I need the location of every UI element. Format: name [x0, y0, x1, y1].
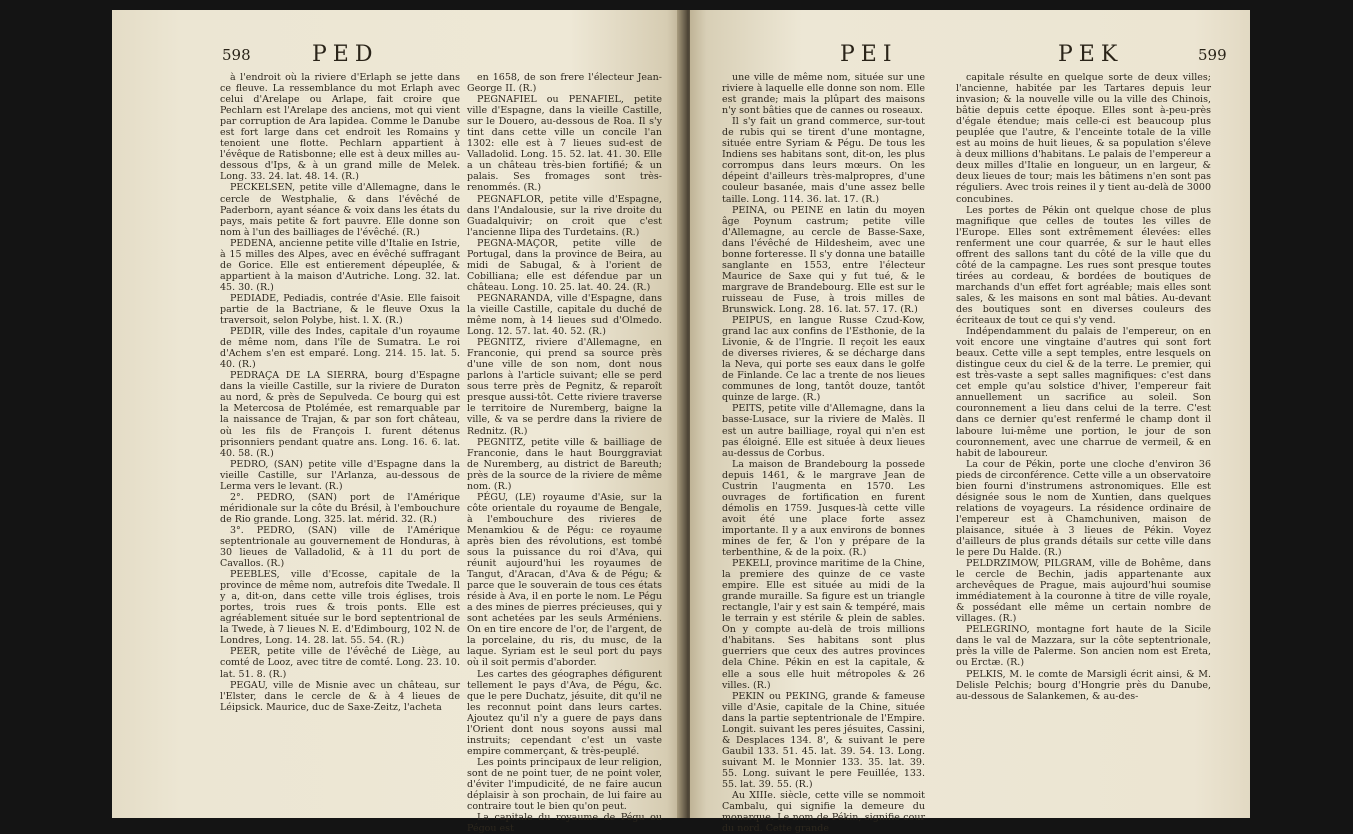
running-head-right: PEK [1058, 42, 1124, 67]
entry-paragraph: PEINA, ou PEINE en latin du moyen âge Poynum castrum; petite ville d'Allemagne, au cercle de Basse-Saxe, dans l'évêché de Hildesheim, avec une bonne forteresse. Il s'y donna une bataille sanglante en 1553, entre l'électeur Maurice de Saxe qui y fut tué, & le margrave de Brandebourg. Elle est sur le ruisseau de Fuse, à trois milles de Brunswick. Long. 28. 16. lat. 57. 17. (R.) [722, 204, 925, 315]
right-page [690, 10, 1250, 834]
entry-paragraph: La cour de Pékin, porte une cloche d'environ 36 pieds de circonférence. Cette ville a un observatoire bien fourni d'instrumens astronomiques. Elle est désignée sous le nom de Xuntien, dans quelques relations de voyageurs. La résidence ordinaire de l'empereur est à Chamchuniven, maison de plaisance, située à 3 lieues de Pékin. Voyez d'ailleurs de plus grands détails sur cette ville dans le pere Du Halde. (R.) [956, 458, 1211, 559]
entry-paragraph: PEDRO, (SAN) petite ville d'Espagne dans la vieille Castille, sur l'Arlanza, au-dessous de Lerma vers le levant. (R.) [220, 458, 460, 492]
entry-paragraph: PEKIN ou PEKING, grande & fameuse ville d'Asie, capitale de la Chine, située dans la partie septentrionale de l'Empire. Longit. suivant les peres jésuites, Cassini, & Desplaces 134. 8', & suivant le pere Gaubil 133. 51. 45. lat. 39. 54. 13. Long. suivant M. le Monnier 133. 35. lat. 39. 55. Long. suivant le pere Feuillée, 133. 55. lat. 39. 55. (R.) [722, 690, 925, 790]
entry-paragraph: Il s'y fait un grand commerce, sur-tout de rubis qui se tirent d'une montagne, située entre Syriam & Pégu. De tous les Indiens ses habitans sont, dit-on, les plus corrompus dans leurs mœurs. On les dépeint d'ailleurs très-malpropres, d'une couleur basanée, mais d'une assez belle taille. Long. 114. 36. lat. 17. (R.) [722, 116, 925, 205]
entry-paragraph: capitale résulte en quelque sorte de deux villes; l'ancienne, habitée par les Tartares depuis leur invasion; & la nouvelle ville ou la ville des Chinois, bâtie depuis cette époque. Elles sont à-peu-près d'égale étendue; mais celle-ci est beaucoup plus peuplée que l'autre, & l'enceinte totale de la ville est au moins de huit lieues, & sa population s'éleve à deux millions d'habitans. Le palais de l'empereur a deux milles d'Italie en longueur, un en largeur, & deux lieues de tour; mais les bâtimens n'en sont pas réguliers. Avec trois reines il y tient au-delà de 3000 concubines. [956, 72, 1211, 205]
entry-paragraph: PEGNAFLOR, petite ville d'Espagne, dans l'Andalousie, sur la rive droite du Guadalquivir; on croit que c'est l'ancienne Ilipa des Turdetains. (R.) [467, 193, 662, 238]
entry-paragraph: Les points principaux de leur religion, sont de ne point tuer, de ne point voler, d'éviter l'impudicité, de ne faire aucun déplaisir à son prochain, de lui faire au contraire tout le bien qu'on peut. [467, 756, 662, 813]
entry-paragraph: 3°. PEDRO, (SAN) ville de l'Amérique septentrionale au gouvernement de Honduras, à 30 lieues de Valladolid, & à 11 du port de Cavallos. (R.) [220, 524, 460, 570]
entry-paragraph: PEGAU, ville de Misnie avec un château, sur l'Elster, dans le cercle de & à 4 lieues de Léipsick. Maurice, duc de Saxe-Zeitz, l'acheta [220, 679, 460, 713]
entry-paragraph: PEGNA-MAÇOR, petite ville de Portugal, dans la province de Beira, au midi de Sabugal, & à l'orient de Cobilliana; elle est défendue par un château. Long. 10. 25. lat. 40. 24. (R.) [467, 237, 662, 293]
entry-paragraph: à l'endroit où la riviere d'Erlaph se jette dans ce fleuve. La ressemblance du mot Erlaph avec celui d'Arelape ou Arlape, fait croire que Pechlarn est l'Arelape des anciens, mot qui vient par corruption de Ara lapidea. Comme le Danube est fort large dans cet endroit les Romains y tenoient une flotte. Pechlarn appartient à l'évêque de Ratisbonne; elle est à deux milles au-dessous d'Ips, & à un grand mille de Melek. Long. 33. 24. lat. 48. 14. (R.) [220, 72, 460, 183]
entry-paragraph: en 1658, de son frere l'électeur Jean-George II. (R.) [467, 72, 662, 95]
entry-paragraph: Les portes de Pékin ont quelque chose de plus magnifique que celles de toutes les villes de l'Europe. Elles sont extrêmement élevées: elles renferment une cour quarrée, & sur le haut elles offrent des sallons tant du côté de la ville que du côté de la campagne. Les rues sont presque toutes tirées au cordeau, & bordées de boutiques de marchands d'un effet fort agréable; mais elles sont sales, & les maisons en sont mal bâties. Au-devant des boutiques sont en diverses couleurs des écriteaux de tout ce qui s'y vend. [956, 204, 1211, 327]
left-page-header [112, 42, 684, 74]
entry-paragraph: PEGNARANDA, ville d'Espagne, dans la vieille Castille, capitale du duché de même nom, à 14 lieues sud d'Olmedo. Long. 12. 57. lat. 40. 52. (R.) [467, 292, 662, 338]
left-page [112, 10, 684, 834]
entry-paragraph: PEDIADE, Pediadis, contrée d'Asie. Elle faisoit partie de la Bactriane, & le fleuve Oxus la traversoit, selon Polybe, hist. l. X. (R.) [220, 292, 460, 327]
page-number: 598 [222, 46, 251, 64]
entry-paragraph: PELKIS, M. le comte de Marsigli écrit ainsi, & M. Delisle Pelchis; bourg d'Hongrie près du Danube, au-dessous de Salankemen, & au-des- [956, 668, 1211, 702]
entry-paragraph: Les cartes des géographes défigurent tellement le pays d'Ava, de Pégu, &c. que le pere Duchatz, jésuite, dit qu'il ne les reconnut point dans leurs cartes. Ajoutez qu'il n'y a guere de pays dans l'Orient dont nous soyons aussi mal instruits; cependant c'est un vaste empire commerçant, & très-peuplé. [467, 668, 662, 757]
right-column-2 [956, 72, 1211, 802]
entry-paragraph: PEGNAFIEL ou PENAFIEL, petite ville d'Espagne, dans la vieille Castille, sur le Douero, au-dessous de Roa. Il s'y tint dans cette ville un concile l'an 1302: elle est à 7 lieues sud-est de Valladolid. Long. 15. 52. lat. 41. 30. Elle a un château très-bien fortifié; & un palais. Ses fromages sont très-renommés. (R.) [467, 94, 662, 194]
entry-paragraph: 2°. PEDRO, (SAN) port de l'Amérique méridionale sur la côte du Brésil, à l'embouchure de Rio grande. Long. 325. lat. mérid. 32. (R.) [220, 491, 460, 525]
open-book [112, 10, 1250, 834]
entry-paragraph: PEITS, petite ville d'Allemagne, dans la basse-Lusace, sur la riviere de Malès. Il est un autre bailliage, royal qui n'en est pas éloigné. Elle est située à deux lieues au-dessus de Corbus. [722, 403, 925, 459]
entry-paragraph: PECKELSEN, petite ville d'Allemagne, dans le cercle de Westphalie, & dans l'évêché de Paderborn, ayant séance & voix dans les états du pays, mais petite & fort pauvre. Elle donne son nom à l'un des bailliages de l'évêché. (R.) [220, 182, 460, 238]
left-column-1 [220, 72, 460, 802]
entry-paragraph: PEDIR, ville des Indes, capitale d'un royaume de même nom, dans l'île de Sumatra. Le roi d'Achem s'en est emparé. Long. 214. 15. lat. 5. 40. (R.) [220, 326, 460, 371]
entry-paragraph: Au XIIIe. siècle, cette ville se nommoit Cambalu, qui signifie la demeure du monarque. Le nom de Pékin, signifie cour du nord. Cette grande [722, 790, 925, 834]
entry-paragraph: une ville de même nom, située sur une riviere à laquelle elle donne son nom. Elle est grande; mais la plûpart des maisons n'y sont bâties que de cannes ou roseaux. [722, 72, 925, 117]
entry-paragraph: Indépendamment du palais de l'empereur, on en voit encore une vingtaine d'autres qui sont fort beaux. Cette ville a sept temples, entre lesquels on distingue ceux du ciel & de la terre. Le premier, qui est très-vaste a sept salles magnifiques: c'est dans cet emple qu'au solstice d'hiver, l'empereur fait annuellement un sacrifice au soleil. Son couronnement a lieu dans celui de la terre. C'est dans ce dernier qu'est renfermé le champ dont il laboure lui-même une portion, le jour de son couronnement, avec une charrue de vermeil, & en habit de laboureur. [956, 326, 1211, 459]
left-column-2 [467, 72, 662, 834]
entry-paragraph: PÉGU, (LE) royaume d'Asie, sur la côte orientale du royaume de Bengale, à l'embouchure des rivieres de Menamkiou & de Pégu: ce royaume après bien des révolutions, est tombé sous la puissance du roi d'Ava, qui réunit aujourd'hui les royaumes de Tangut, d'Aracan, d'Ava & de Pégu; & parce que le souverain de tous ces états réside à Ava, il en porte le nom. Le Pégu a des mines de pierres précieuses, qui y sont achetées par les seuls Arméniens. On en tire encore de l'or, de l'argent, de la porcelaine, du ris, du musc, de la laque. Syriam est le seul port du pays où il soit permis d'aborder. [467, 491, 662, 669]
entry-paragraph: PEER, petite ville de l'évêché de Liège, au comté de Looz, avec titre de comté. Long. 23. 10. lat. 51. 8. (R.) [220, 646, 460, 680]
entry-paragraph: La maison de Brandebourg la possede depuis 1461, & le margrave Jean de Custrin l'augmenta en 1570. Les ouvrages de fortification en furent démolis en 1759. Jusques-là cette ville avoit été une place forte assez importante. Il y a aux environs de bonnes mines de fer, & l'on y prépare de la terbenthine, & de la poix. (R.) [722, 458, 925, 559]
right-page-header [690, 42, 1250, 74]
entry-paragraph: PEEBLES, ville d'Ecosse, capitale de la province de même nom, autrefois dite Twedale. Il y a, dit-on, dans cette ville trois églises, trois portes, trois rues & trois ponts. Elle est agréablement située sur le bord septentrional de la Twede, à 7 lieues N. E. d'Edimbourg, 102 N. de Londres, Long. 14. 28. lat. 55. 54. (R.) [220, 569, 460, 647]
entry-paragraph: PEGNITZ, petite ville & bailliage de Franconie, dans le haut Bourggraviat de Nuremberg, au district de Bareuth; près de la source de la riviere de même nom. (R.) [467, 436, 662, 492]
entry-paragraph: PELDRZIMOW, PILGRAM, ville de Bohême, dans le cercle de Bechin, jadis appartenante aux archevêques de Prague, mais aujourd'hui soumise immédiatement à la couronne à titre de ville royale, & possédant elle même un certain nombre de villages. (R.) [956, 558, 1211, 625]
entry-paragraph: PEDENA, ancienne petite ville d'Italie en Istrie, à 15 milles des Alpes, avec en évêché suffragant de Gorice. Elle est entierement dépeuplée, & appartient à la maison d'Autriche. Long. 32. lat. 45. 30. (R.) [220, 237, 460, 293]
running-head: PED [312, 42, 379, 67]
entry-paragraph: PEDRAÇA DE LA SIERRA, bourg d'Espagne dans la vieille Castille, sur la riviere de Duraton au nord, & près de Sepulveda. Ce bourg qui est la Metercosa de Ptolémée, est remarquable par la naissance de Trajan, & par son fort château, où les fils de François I. furent détenus prisonniers pendant quatre ans. Long. 16. 6. lat. 40. 58. (R.) [220, 370, 460, 459]
entry-paragraph: PEGNITZ, riviere d'Allemagne, en Franconie, qui prend sa source près d'une ville de son nom, dont nous parlons à l'article suivant; elle se perd sous terre près de Pegnitz, & reparoît presque aussi-tôt. Cette riviere traverse le territoire de Nuremberg, baigne la ville, & va se perdre dans la riviere de Rednitz. (R.) [467, 337, 662, 437]
running-head-left: PEI [840, 42, 898, 67]
entry-paragraph: PEKELI, province maritime de la Chine, la premiere des quinze de ce vaste empire. Elle est située au midi de la grande muraille. Sa figure est un triangle rectangle, l'air y est sain & tempéré, mais le terrain y est stérile & plein de sables. On y compte au-delà de trois millions d'habitans. Ses habitans sont plus guerriers que ceux des autres provinces dela Chine. Pékin en est la capitale, & elle a sous elle huit métropoles & 26 villes. (R.) [722, 558, 925, 691]
entry-paragraph: PEIPUS, en langue Russe Czud-Kow, grand lac aux confins de l'Esthonie, de la Livonie, & de l'Ingrie. Il reçoit les eaux de diverses rivieres, & se décharge dans la Neva, qui porte ses eaux dans le golfe de Finlande. Ce lac a trente de nos lieues communes de long, tantôt douze, tantôt quinze de large. (R.) [722, 315, 925, 404]
page-number: 599 [1198, 46, 1227, 64]
entry-paragraph: La capitale du royaume de Pégu ou Pégou est [467, 812, 662, 834]
right-column-1 [722, 72, 925, 834]
entry-paragraph: PELEGRINO, montagne fort haute de la Sicile dans le val de Mazzara, sur la côte septentrionale, près la ville de Palerme. Son ancien nom est Ereta, ou Erctæ. (R.) [956, 624, 1211, 669]
